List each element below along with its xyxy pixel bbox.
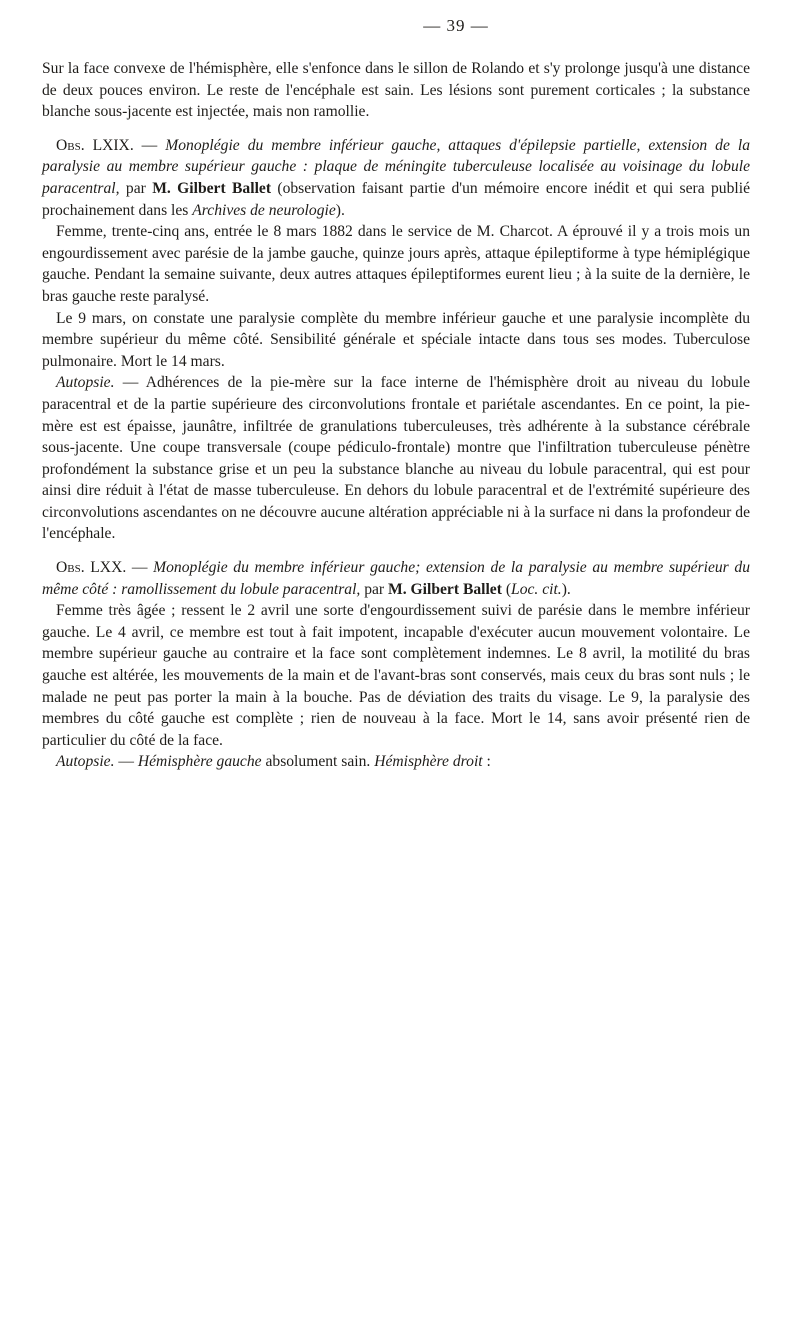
obs-69-note-end: ). [335, 201, 345, 219]
obs-70-autopsy-label: Autopsie. [56, 753, 115, 771]
obs-69-by: par [119, 179, 153, 197]
obs-70-by: par [360, 580, 389, 598]
obs-70-heading [42, 557, 750, 600]
obs-69-heading [42, 135, 750, 221]
page-number: — 39 — [423, 16, 489, 35]
obs-70-title: Monoplégie du membre inférieur gauche; extension de la paralysie au membre supérieur du même côté : ramollissement du lobule paracentral, [42, 559, 750, 598]
obs-70-ref-close: ). [561, 580, 571, 598]
obs-69-note: (observation faisant partie d'un mémoire encore inédit et qui sera publié prochainement dans les [42, 179, 750, 219]
obs-69-autopsy-text: — Adhérences de la pie-mère sur la face interne de l'hémisphère droit au niveau du lobule paracentral et de la partie supérieure des circonvolutions frontale et pariétale ascendantes. En ce point, la pie-mère est est épaisse, jaunâtre, infiltrée de granulations tuberculeuses, très adhérente à la substance cérébrale sous-jacente. Une coupe transversale (coupe pédiculo-frontale) montre que l'infiltration tuberculeuse pénètre profondément la substance grise et un peu la substance blanche au niveau du lobule paracentral, qui est pour ainsi dire réduit à l'état de masse tuberculeuse. En dehors du lobule paracentral et de l'extrémité supérieure des circonvolutions ascendantes on ne découvre aucune altération appréciable ni à la surface ni dans la profondeur de l'encéphale. [42, 374, 750, 543]
obs-69-autopsy [42, 372, 750, 545]
obs-70-autopsy [42, 751, 750, 773]
obs-70-right-hemisphere: Hémisphère droit [374, 753, 483, 771]
obs-69-autopsy-label: Autopsie. [56, 374, 115, 392]
obs-70-history: Femme très âgée ; ressent le 2 avril une sorte d'engourdissement suivi de parésie dans le membre inférieur gauche. Le 4 avril, ce membre est tout à fait impotent, incapable d'exécuter aucun mouvement volontaire. Le membre supérieur gauche au contraire et la face sont complètement indemnes. Le 8 avril, la motilité du bras gauche est altérée, les mouvements de la main et de l'avant-bras sont conservés, mais ceux du bras sont nuls ; le malade ne peut pas porter la main à la bouche. Pas de déviation des traits du visage. Le 9, la paralysie des membres du côté gauche est complète ; rien de nouveau à la face. Mort le 14, sans avoir présenté rien de particulier du côté de la face. [42, 602, 750, 749]
obs-70-left-text: absolument sain. [261, 753, 375, 771]
obs-69-label: Obs. LXIX. — [56, 136, 166, 154]
obs-69-journal: Archives de neurologie [192, 201, 336, 219]
obs-70-ref: Loc. cit. [511, 580, 562, 598]
obs-69-exam: Le 9 mars, on constate une paralysie complète du membre inférieur gauche et une paralysie incomplète du membre supérieur du même côté. Sensibilité générale et spéciale intacte dans tous ses modes. Tuberculose pulmonaire. Mort le 14 mars. [42, 309, 750, 370]
obs-69-title: Monoplégie du membre inférieur gauche, attaques d'épilepsie partielle, extension de la paralysie au membre supérieur gauche : plaque de méningite tuberculeuse localisée au voisinage du lobule paracentral, [42, 136, 750, 197]
intro-paragraph: Sur la face convexe de l'hémisphère, elle s'enfonce dans le sillon de Rolando et s'y prolonge jusqu'à une distance de deux pouces environ. Le reste de l'encéphale est sain. Les lésions sont purement corticales ; la substance blanche sous-jacente est injectée, mais non ramollie. [42, 60, 750, 121]
obs-70-autopsy-sep: — [114, 753, 138, 771]
obs-70-label: Obs. LXX. — [56, 559, 154, 577]
obs-70-left-hemisphere: Hémisphère gauche [137, 753, 262, 771]
obs-70-ref-open: ( [501, 580, 512, 598]
obs-69-author: M. Gilbert Ballet [152, 179, 272, 197]
obs-70-author: M. Gilbert Ballet [388, 580, 502, 598]
obs-69-history: Femme, trente-cinq ans, entrée le 8 mars 1882 dans le service de M. Charcot. A éprouvé il y a trois mois un engourdissement avec parésie de la jambe gauche, quinze jours après, attaque épileptiforme à type hémiplégique gauche. Pendant la semaine suivante, deux autres attaques épileptiformes eurent lieu ; à la suite de la dernière, le bras gauche reste paralysé. [42, 223, 750, 305]
obs-70-right-text: : [482, 753, 491, 771]
